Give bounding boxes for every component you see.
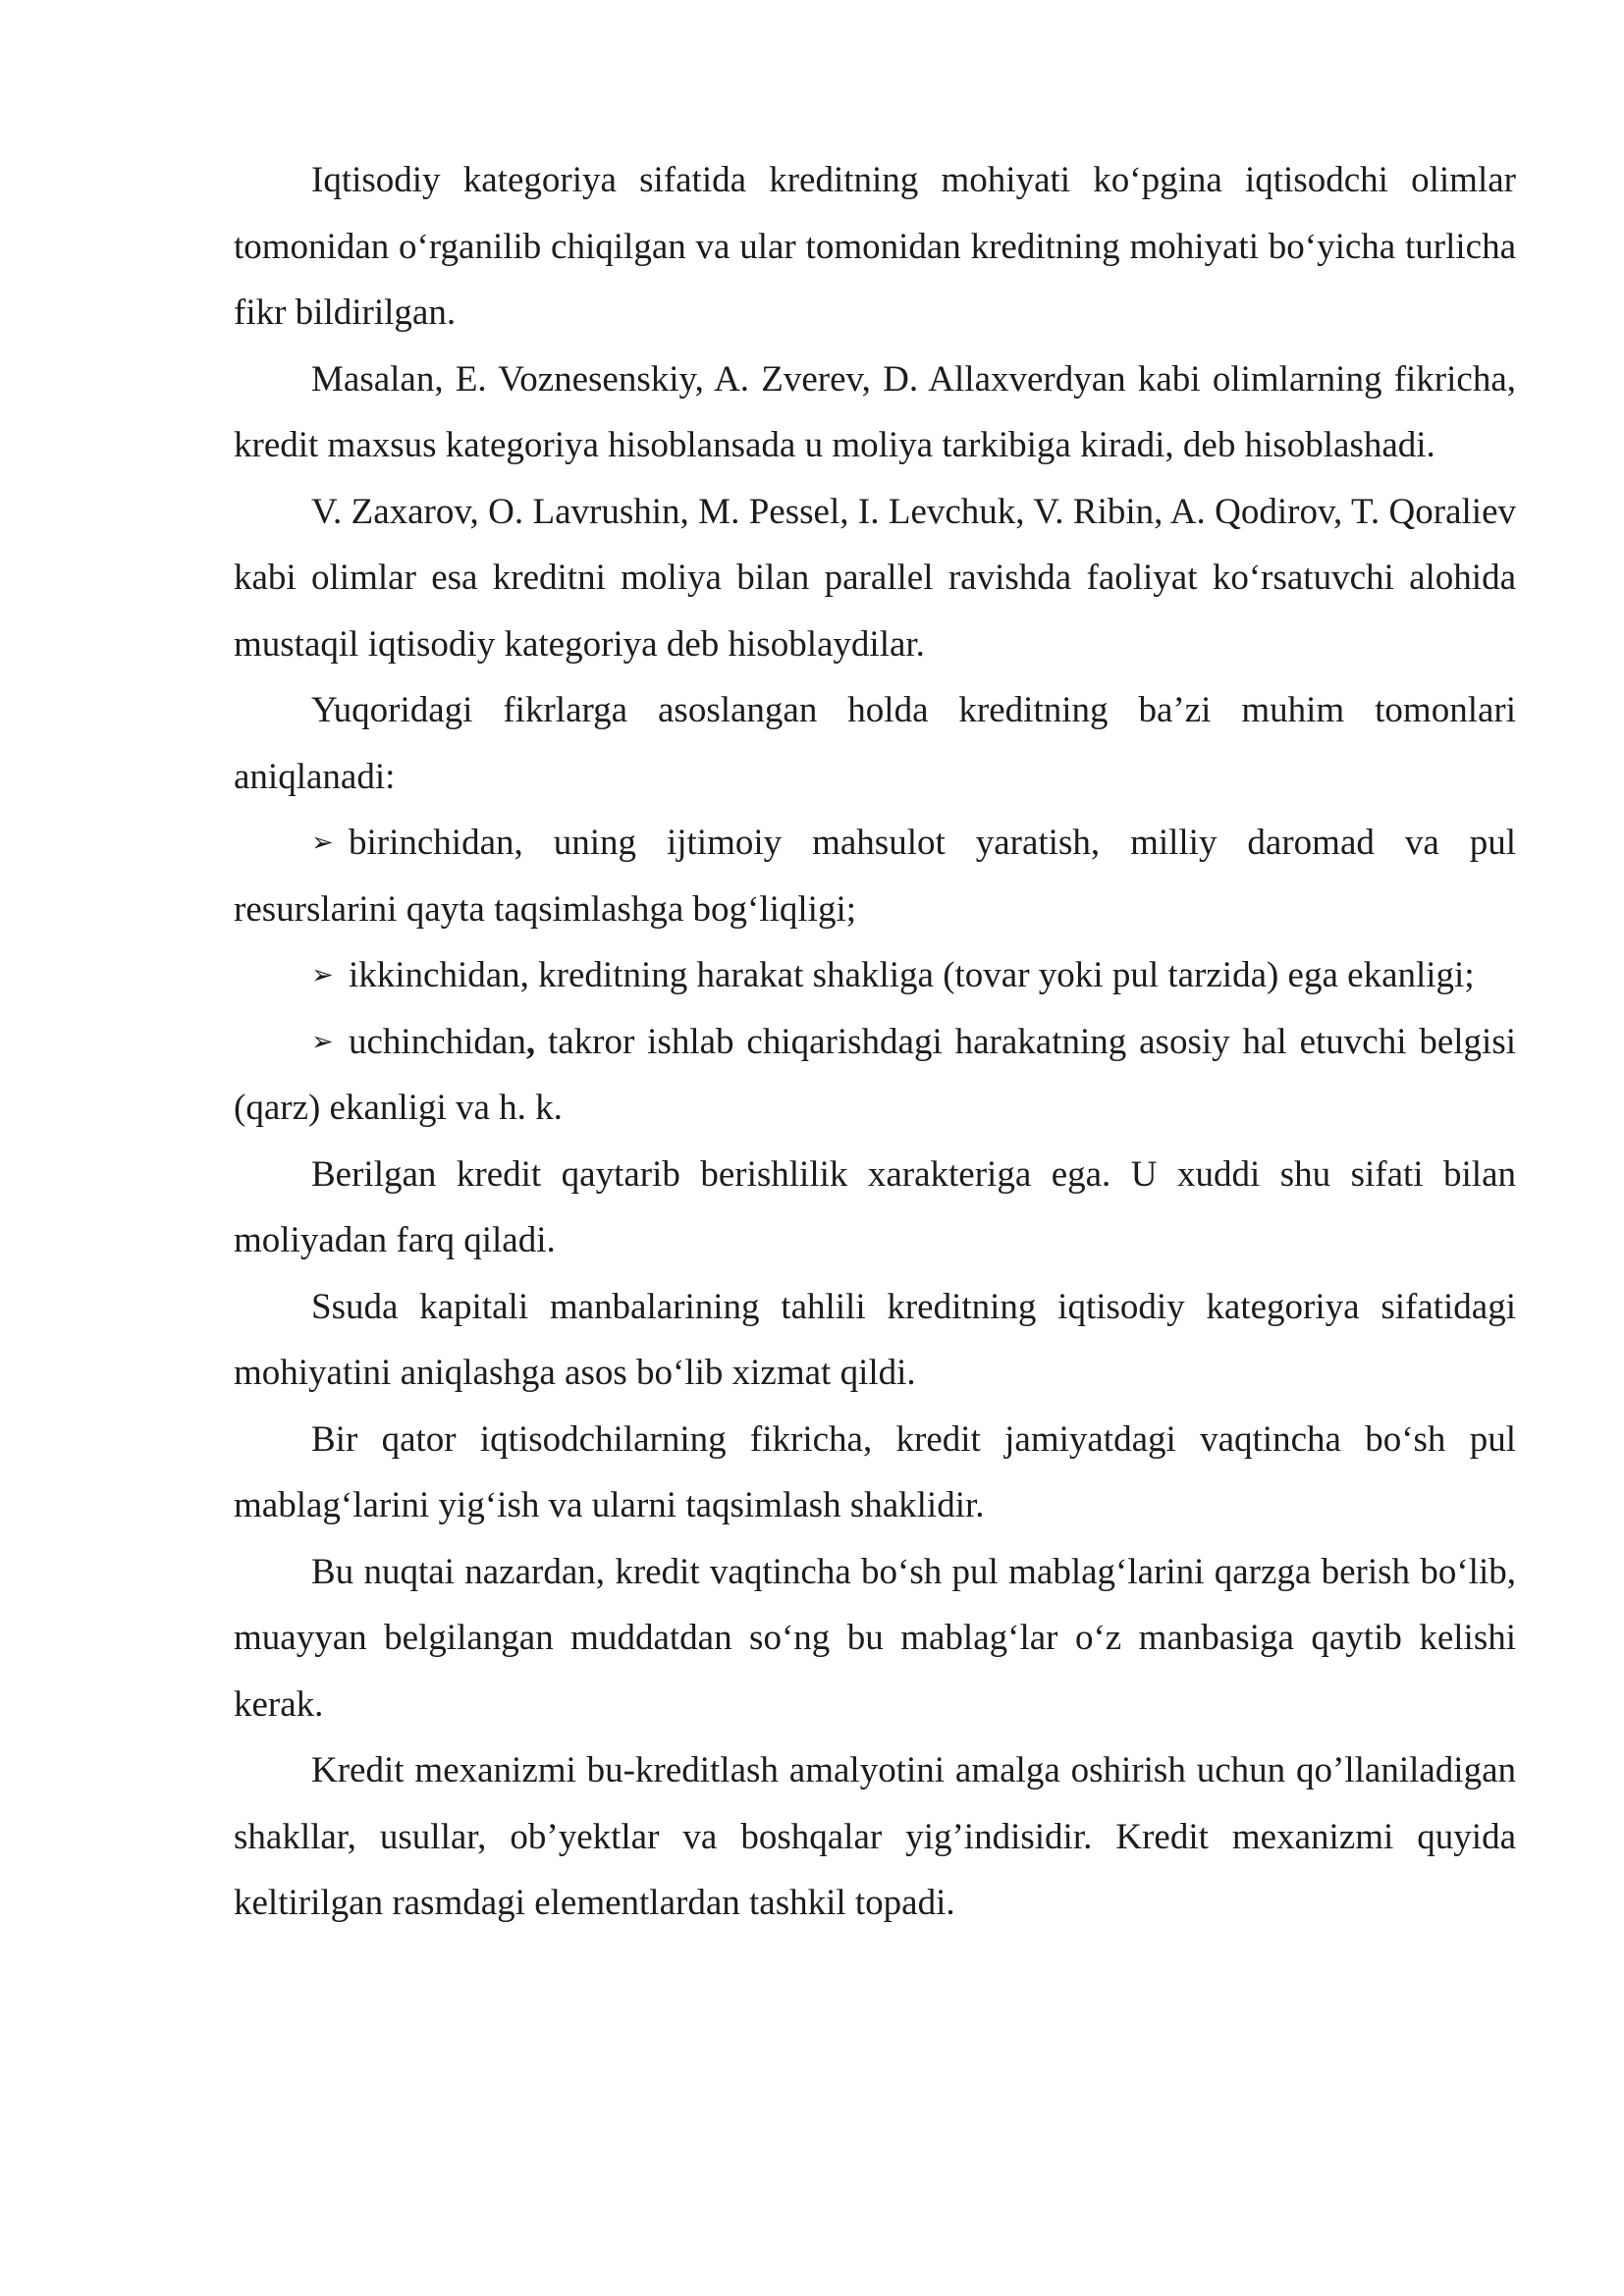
bullet-bold-comma: , bbox=[525, 1021, 536, 1062]
bullet-item-third bbox=[234, 1009, 1516, 1142]
arrow-bullet-icon: ➢ bbox=[311, 960, 334, 990]
paragraph-loan-capital: Ssuda kapitali manbalarining tahlili kreditning iqtisodiy kategoriya sifatidagi mohiyatini aniqlashga asos bo‘lib xizmat qildi. bbox=[234, 1286, 1516, 1393]
document-page bbox=[234, 147, 1516, 1937]
bullet-text: ikkinchidan, kreditning harakat shakliga (tovar yoki pul tarzida) ega ekanligi; bbox=[349, 955, 1475, 995]
paragraph-credit-essence: Iqtisodiy kategoriya sifatida kreditning mohiyati ko‘pgina iqtisodchi olimlar tomonidan o‘rganilib chiqilgan va ular tomonidan kreditning mohiyati bo‘yicha turlicha fikr bildirilgan. bbox=[234, 160, 1516, 333]
paragraph-credit-mechanism: Kredit mexanizmi bu-kreditlash amalyotini amalga oshirish uchun qo’llaniladigan shakllar, usullar, ob’yektlar va boshqalar yig’indisidir. Kredit mexanizmi quyida keltirilgan rasmdagi elementlardan tashkil topadi. bbox=[234, 1750, 1516, 1923]
arrow-bullet-icon: ➢ bbox=[311, 828, 334, 858]
paragraph-independent-view: V. Zaxarov, O. Lavrushin, M. Pessel, I. Levchuk, V. Ribin, A. Qodirov, T. Qoraliev kabi olimlar esa kreditni moliya bilan parallel ravishda faoliyat ko‘rsatuvchi alohida mustaqil iqtisodiy kategoriya deb hisoblaydilar. bbox=[234, 491, 1516, 665]
bullet-text: birinchidan, uning ijtimoiy mahsulot yaratish, milliy daromad va pul resurslarini qayta taqsimlashga bog‘liqligi; bbox=[234, 823, 1516, 930]
paragraph-temporary-funds: Bu nuqtai nazardan, kredit vaqtincha bo‘sh pul mablag‘larini qarzga berish bo‘lib, muayyan belgilangan muddatdan so‘ng bu mablag‘lar o‘z manbasiga qaytib kelishi kerak. bbox=[234, 1551, 1516, 1725]
paragraph-aspects-intro: Yuqoridagi fikrlarga asoslangan holda kreditning ba’zi muhim tomonlari aniqlanadi: bbox=[234, 690, 1516, 797]
arrow-bullet-icon: ➢ bbox=[311, 1026, 334, 1057]
bullet-item-first bbox=[234, 810, 1516, 942]
bullet-text: takror ishlab chiqarishdagi harakatning asosiy hal etuvchi belgisi (qarz) ekanligi va h. k. bbox=[234, 1021, 1516, 1128]
bullet-lead-word: uchinchidan bbox=[349, 1021, 526, 1062]
bullet-item-second bbox=[234, 942, 1516, 1009]
paragraph-finance-view: Masalan, E. Voznesenskiy, A. Zverev, D. Allaxverdyan kabi olimlarning fikricha, kredit maxsus kategoriya hisoblansada u moliya tarkibiga kiradi, deb hisoblashadi. bbox=[234, 358, 1516, 465]
paragraph-economists-view: Bir qator iqtisodchilarning fikricha, kredit jamiyatdagi vaqtincha bo‘sh pul mablag‘larini yig‘ish va ularni taqsimlash shaklidir. bbox=[234, 1418, 1516, 1525]
paragraph-repayment: Berilgan kredit qaytarib berishlilik xarakteriga ega. U xuddi shu sifati bilan moliyadan farq qiladi. bbox=[234, 1153, 1516, 1260]
